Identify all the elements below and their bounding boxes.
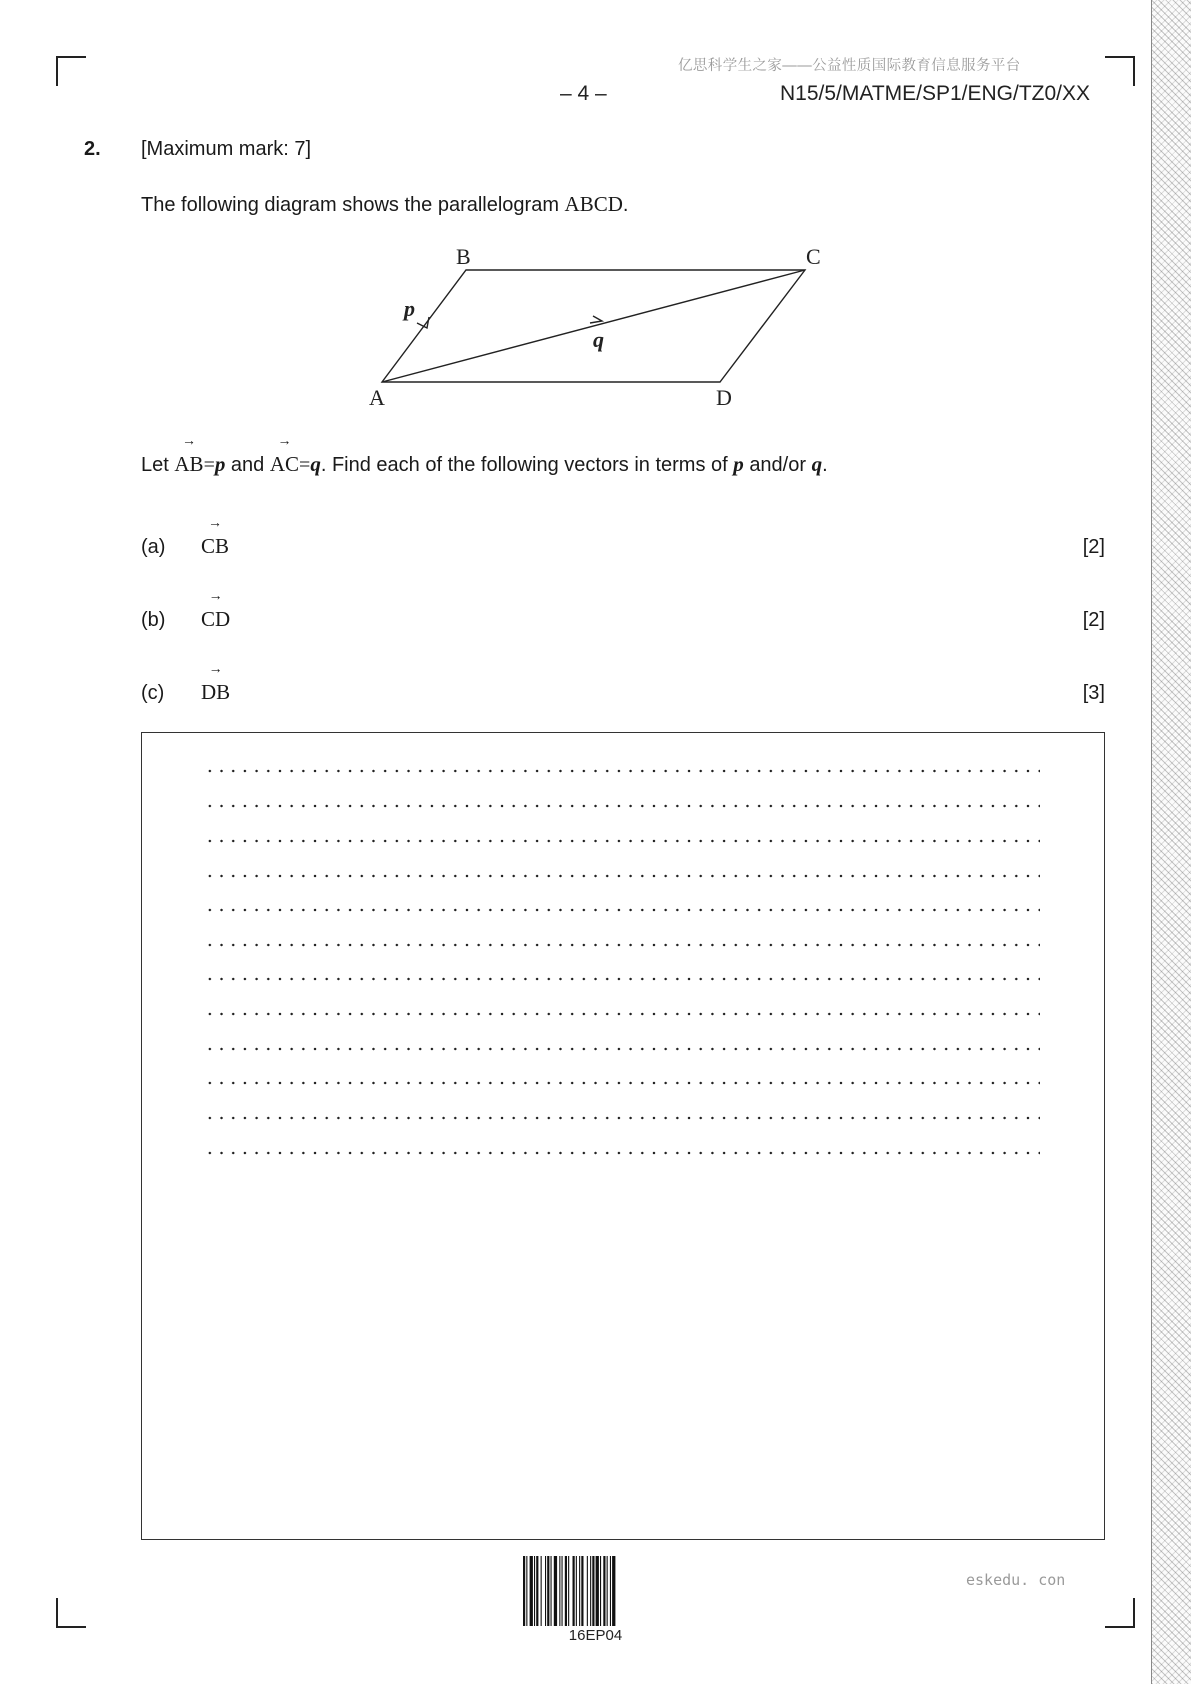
part-c-marks: [3]	[1082, 682, 1105, 704]
let-word: Let	[141, 454, 169, 476]
barcode-bar	[562, 1556, 563, 1626]
vector-q-label: q	[593, 327, 604, 352]
answer-dotted-line[interactable]	[204, 1151, 1040, 1155]
barcode-bar	[587, 1556, 588, 1626]
barcode-bar	[568, 1556, 569, 1626]
answer-dotted-line[interactable]	[204, 804, 1040, 808]
equals-sign: =	[299, 454, 311, 476]
barcode-bar	[579, 1556, 580, 1626]
barcode-bar	[541, 1556, 542, 1626]
page-number: – 4 –	[560, 82, 607, 105]
barcode-bar	[559, 1556, 560, 1626]
barcode-bar	[536, 1556, 538, 1626]
barcode-bar	[526, 1556, 527, 1626]
part-a-label: (a)	[141, 536, 166, 558]
barcode-bar	[596, 1556, 599, 1626]
answer-dotted-line[interactable]	[204, 769, 1040, 773]
footer-watermark: eskedu. con	[966, 1571, 1066, 1589]
answer-dotted-line[interactable]	[204, 977, 1040, 981]
vector-arrow-icon: →	[208, 516, 222, 531]
vector-ab	[174, 434, 204, 477]
barcode-bar	[534, 1556, 535, 1626]
barcode-bar	[610, 1556, 611, 1626]
diagonal-ac	[382, 270, 805, 382]
crop-mark-top-left	[56, 56, 86, 86]
answer-dotted-line[interactable]	[204, 1116, 1040, 1120]
variable-q: q	[811, 452, 823, 476]
barcode-bar	[607, 1556, 608, 1626]
barcode-bar	[592, 1556, 594, 1626]
part-b-marks: [2]	[1082, 609, 1105, 631]
vector-arrow-icon: →	[277, 434, 292, 449]
intro-text: The following diagram shows the parallelogram	[141, 194, 565, 216]
answer-dotted-line[interactable]	[204, 908, 1040, 912]
barcode-bar	[600, 1556, 601, 1626]
barcode-bar	[573, 1556, 575, 1626]
barcode-bar	[545, 1556, 546, 1626]
barcode-bar	[554, 1556, 557, 1626]
answer-dotted-line[interactable]	[204, 839, 1040, 843]
part-a-marks: [2]	[1082, 536, 1105, 558]
vector-ac	[269, 434, 300, 477]
variable-p: p	[733, 452, 744, 476]
part-b-vector: → CD	[201, 589, 231, 631]
header-watermark: 亿思科学生之家——公益性质国际教育信息服务平台	[678, 58, 1021, 74]
answer-box[interactable]	[141, 732, 1105, 1540]
barcode-bar	[603, 1556, 605, 1626]
barcode-bar	[565, 1556, 567, 1626]
parallelogram-diagram	[350, 238, 830, 418]
period: .	[822, 454, 828, 476]
answer-dotted-line[interactable]	[204, 1012, 1040, 1016]
vertex-a-label: A	[369, 385, 385, 410]
part-a-vector: → CB	[201, 516, 230, 558]
variable-p: p	[214, 452, 226, 476]
page-margin-strip	[1151, 0, 1191, 1684]
variable-q: q	[310, 452, 321, 476]
vector-ac-text: AC	[269, 452, 300, 476]
intro-end: .	[622, 194, 629, 216]
and-word: and	[230, 454, 265, 476]
crop-mark-bottom-right	[1105, 1598, 1135, 1628]
vector-definition-line	[141, 434, 828, 477]
barcode-bar	[576, 1556, 577, 1626]
barcode-bar	[547, 1556, 549, 1626]
period: .	[320, 454, 327, 476]
question-number: 2.	[84, 138, 101, 160]
equals-sign: =	[203, 454, 215, 476]
vector-p-label: p	[404, 296, 415, 321]
barcode-bar	[530, 1556, 533, 1626]
barcode-bar	[612, 1556, 615, 1626]
find-instruction: Find each of the following vectors in terms of	[331, 454, 728, 476]
vector-arrow-icon: →	[181, 434, 196, 449]
vertex-d-label: D	[716, 385, 732, 410]
vector-arrow-icon: →	[208, 589, 223, 604]
vertex-c-label: C	[806, 244, 821, 269]
arrow-q-icon	[590, 316, 602, 323]
intro-shape-name: ABCD	[564, 192, 623, 216]
barcode-bar	[551, 1556, 552, 1626]
barcode-text: 16EP04	[568, 1627, 623, 1644]
answer-dotted-line[interactable]	[204, 874, 1040, 878]
vector-ab-text: AB	[174, 452, 204, 476]
part-c-vector: → DB	[201, 662, 231, 704]
barcode-icon	[523, 1556, 668, 1626]
answer-dotted-line[interactable]	[204, 1081, 1040, 1085]
answer-dotted-line[interactable]	[204, 943, 1040, 947]
barcode-bar	[590, 1556, 591, 1626]
maximum-mark: [Maximum mark: 7]	[141, 138, 312, 160]
vector-arrow-icon: →	[208, 662, 223, 677]
answer-dotted-line[interactable]	[204, 1047, 1040, 1051]
part-b-label: (b)	[141, 609, 166, 631]
question-intro	[141, 192, 628, 217]
document-code: N15/5/MATME/SP1/ENG/TZ0/XX	[780, 82, 1091, 105]
vertex-b-label: B	[456, 244, 471, 269]
barcode-bar	[523, 1556, 525, 1626]
part-c-label: (c)	[141, 682, 165, 704]
crop-mark-bottom-left	[56, 1598, 86, 1628]
crop-mark-top-right	[1105, 56, 1135, 86]
and-or-word: and/or	[749, 454, 807, 476]
barcode-bar	[581, 1556, 583, 1626]
